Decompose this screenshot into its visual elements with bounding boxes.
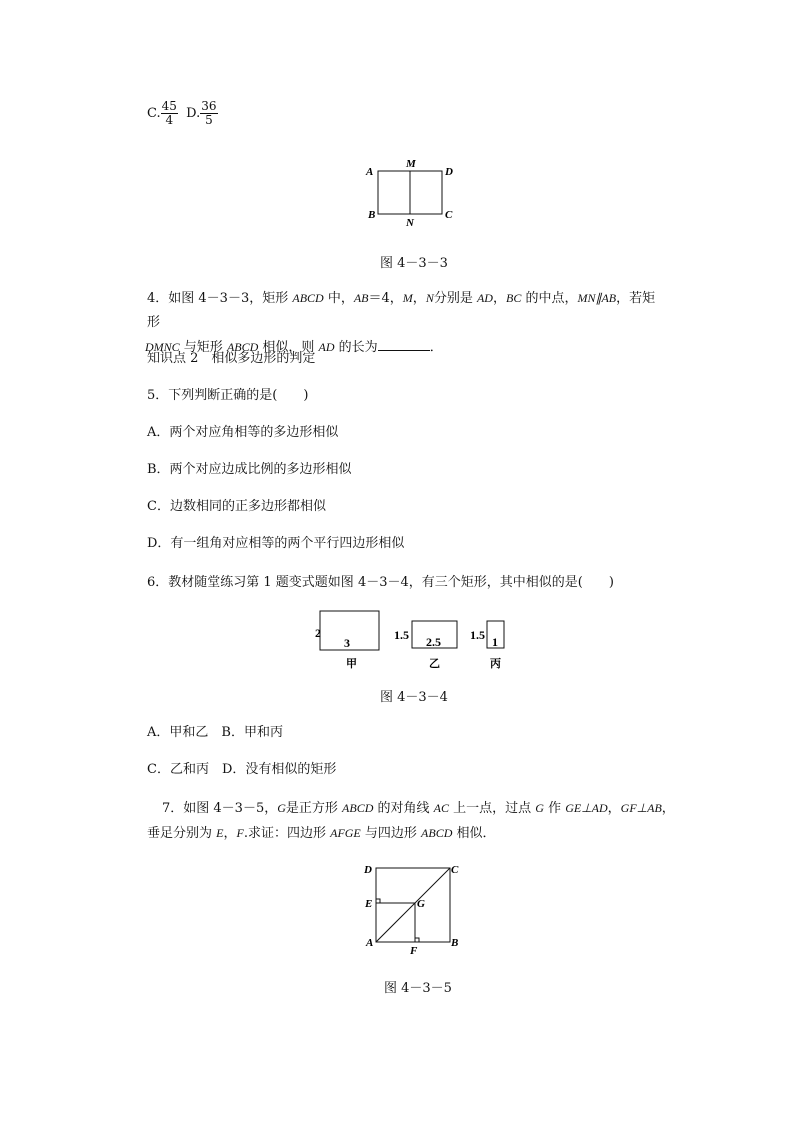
math-AFGE: AFGE [330,826,361,840]
rect-jia-width: 3 [344,636,350,650]
question-7-line-1 [162,796,682,821]
question-7 [147,796,682,846]
math-MN-parallel-AB: MN∥AB [577,291,617,305]
question-4 [147,286,667,360]
rect-yi-name: 乙 [429,658,440,670]
rect-yi-height: 1.5 [394,628,409,642]
question-4-line-1 [147,286,667,335]
option-a: A．两个对应角相等的多边形相似 [147,425,339,440]
text: 是正方形 [285,801,343,816]
text: .求证：四边形 [243,826,331,841]
fraction-numerator: 45 [161,99,177,113]
math-ABCD: ABCD [342,801,374,815]
text: 作 [543,801,566,816]
label-d: D [445,166,453,178]
right-angle-mark-e [376,899,380,903]
math-ABCD: ABCD [292,291,324,305]
knowledge-point-heading: 知识点 2 相似多边形的判定 [147,351,316,366]
label-e: E [365,898,373,910]
rect-bing-width: 1 [492,635,498,649]
label-g: G [417,898,425,910]
label-d: D [364,864,372,876]
math-GF-perp-AB: GF⊥AB [620,801,662,815]
text: ＝4， [368,291,403,306]
text: ，若矩形 [147,291,656,330]
question-6-stem: 6．教材随堂练习第 1 题变式题如图 4－3－4，有三个矩形，其中相似的是( ) [147,575,614,590]
text: 分别是 [433,291,477,306]
math-DMNC: DMNC [145,340,180,354]
figure-4-3-3 [360,155,470,230]
text: 垂足分别为 [147,826,217,841]
label-m: M [406,158,416,170]
label-a: A [366,166,374,178]
math-AC: AC [433,801,449,815]
option-d: D．有一组角对应相等的两个平行四边形相似 [147,536,405,551]
text: ， [607,801,621,816]
math-E: E [216,826,224,840]
option-d-label: D. [186,106,201,121]
math-AB: AB [353,291,369,305]
math-M: M [402,291,413,305]
text: ， [223,826,237,841]
figure-caption: 图 4－3－5 [384,981,452,996]
question-number: 4． [147,291,169,306]
label-b: B [368,209,376,221]
rect-bing-name: 丙 [490,658,501,670]
text: 与四边形 [360,826,422,841]
rect-bing-height: 1.5 [470,628,485,642]
label-f: F [410,945,418,957]
text: 上一点，过点 [449,801,536,816]
q6-options-ab: A．甲和乙 B．甲和丙 [147,725,283,740]
text: 与矩形 [179,340,227,355]
q3-options [147,100,218,127]
rect-yi-width: 2.5 [426,635,441,649]
math-AD: AD [318,340,335,354]
math-AD: AD [476,291,493,305]
text: 相似，则 [258,340,319,355]
figure-4-3-4 [310,605,510,675]
question-7-line-2 [147,821,682,846]
math-BC: BC [505,291,522,305]
label-a: A [366,937,374,949]
label-b: B [451,937,459,949]
label-c: C [451,864,459,876]
math-G: G [535,801,544,815]
answer-blank[interactable] [378,338,430,351]
label-n: N [406,217,414,229]
fraction-denominator: 4 [165,113,174,127]
text: ， [661,801,675,816]
option-d-fraction [200,100,217,127]
text: 相似． [452,826,496,841]
text: ， [492,291,506,306]
math-ABCD: ABCD [226,340,259,354]
option-c: C．边数相同的正多边形都相似 [147,499,326,514]
q6-options-cd: C．乙和丙 D．没有相似的矩形 [147,762,337,777]
label-c: C [445,209,453,221]
diagonal-ac [376,868,450,942]
text: 中， [323,291,354,306]
question-5-stem: 5．下列判断正确的是( ) [147,388,309,403]
rect-jia-name: 甲 [346,658,357,670]
math-F: F [236,826,244,840]
math-N: N [425,291,434,305]
math-ABCD: ABCD [421,826,453,840]
text: ． [429,340,443,355]
option-c-fraction [161,100,178,127]
text: 如图 4－3－3，矩形 [168,291,293,306]
figure-caption: 图 4－3－3 [380,256,448,271]
text: 如图 4－3－5， [183,801,278,816]
text: 的对角线 [373,801,434,816]
text: ， [412,291,426,306]
question-number: 7． [162,801,184,816]
figure-4-3-5 [358,858,468,958]
text: 的中点， [521,291,578,306]
math-G: G [277,801,286,815]
figure-caption: 图 4－3－4 [380,690,448,705]
rect-jia-height: 2 [315,626,321,640]
option-c-label: C. [147,106,161,121]
math-GE-perp-AD: GE⊥AD [565,801,608,815]
right-angle-mark-f [415,938,419,942]
fraction-denominator: 5 [205,113,213,127]
fraction-numerator: 36 [201,99,217,113]
text: 的长为 [334,340,378,355]
option-b: B．两个对应边成比例的多边形相似 [147,462,352,477]
